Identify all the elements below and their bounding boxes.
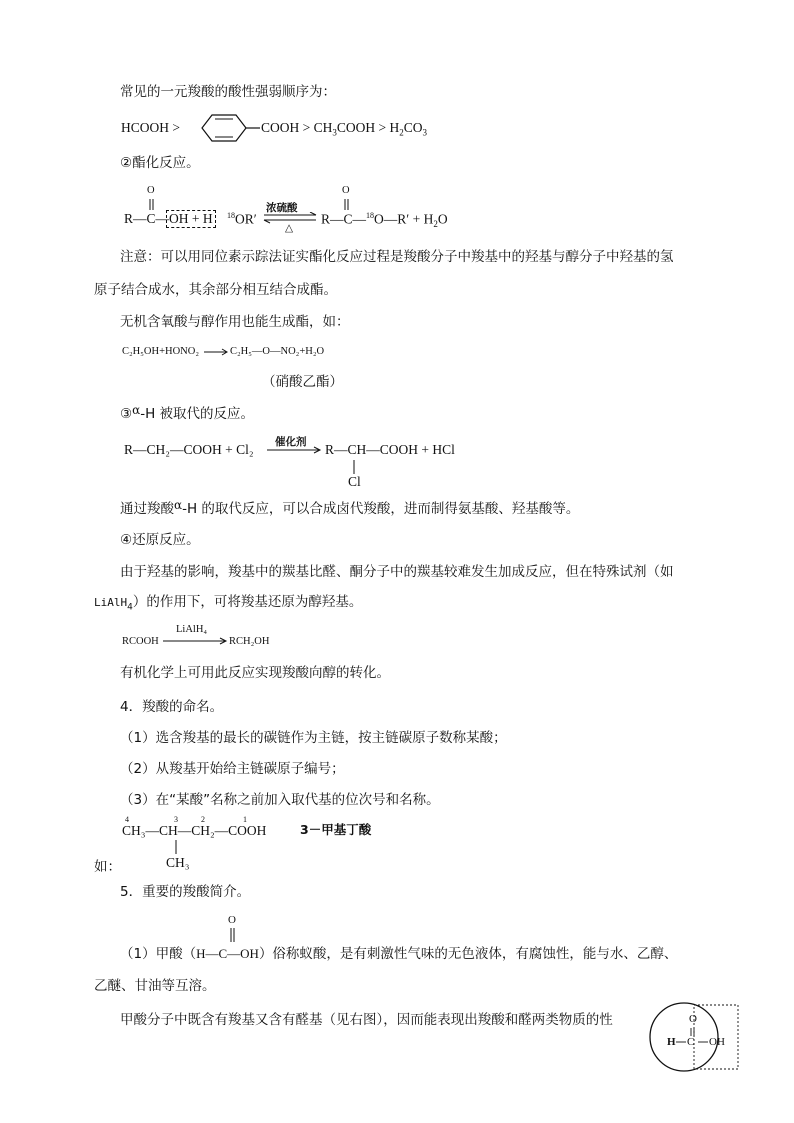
ester-alcohol: $^{18}$OR′ <box>227 211 257 227</box>
acidity-hcooh: HCOOH > <box>121 120 180 135</box>
paragraph-reduction-line1: 由于羟基的影响，羧基中的羰基比醛、酮分子中的羰基较难发生加成反应，但在特殊试剂（如 <box>120 564 674 580</box>
ester-carbonyl-o-left: O <box>147 185 155 196</box>
naming-rule-3: （3）在“某酸”名称之前加入取代基的位次号和名称。 <box>120 792 440 808</box>
label-ru: 如： <box>94 859 121 875</box>
red-rx-lhs: RCOOH <box>122 636 159 647</box>
arrow-icon <box>266 446 322 454</box>
heading-esterification: ②酯化反应。 <box>120 155 200 171</box>
diagram-oh: OH <box>709 1036 725 1048</box>
arrow-icon <box>162 637 228 645</box>
red-rx-reagent: LiAlH₄ <box>176 624 208 635</box>
benzene-ring-icon <box>196 112 260 144</box>
alpha-rx-rhs: R—CH—COOH + HCl <box>325 442 455 457</box>
red-rx-rhs: RCH₂OH <box>229 636 270 647</box>
example-chain: CH₃—CH—CH₂—COOH <box>122 823 267 838</box>
paragraph-alpha: 通过羧酸α-H 的取代反应，可以合成卤代羧酸，进而制得氨基酸、羟基酸等。 <box>120 498 580 517</box>
ester-carbonyl-o-right: O <box>342 185 350 196</box>
paragraph-formic-line2: 乙醚、甘油等互溶。 <box>94 978 216 994</box>
paragraph-note-line1: 注意：可以用同位素示踪法证实酯化反应过程是羧酸分子中羧基中的羟基与醇分子中羟基的氢 <box>120 249 674 265</box>
ester-heat: △ <box>285 223 294 234</box>
ester-catalyst: 浓硫酸 <box>266 202 298 214</box>
paragraph-note-line2: 原子结合成水，其余部分相互结合成酯。 <box>94 282 337 298</box>
paragraph-reduction-line3: 有机化学上可用此反应实现羧酸向醇的转化。 <box>120 665 390 681</box>
example-locant-2: 2 <box>201 815 205 824</box>
heading-naming: 4．羧酸的命名。 <box>120 699 224 715</box>
ester-dashed-box-oh-h: OH + H <box>166 210 216 228</box>
double-bond <box>228 927 238 943</box>
example-name: 3－甲基丁酸 <box>300 822 372 837</box>
nitrate-lhs: C₂H₅OH+HONO₂ <box>122 346 199 357</box>
bond-line <box>352 460 356 474</box>
example-locant-4: 4 <box>125 815 129 824</box>
heading-intro: 5．重要的羧酸简介。 <box>120 884 251 900</box>
alpha-rx-cl: Cl <box>348 474 361 489</box>
diagram-o: O <box>689 1013 697 1025</box>
alpha-rx-catalyst: 催化剂 <box>275 436 307 448</box>
alpha-rx-lhs: R—CH₂—COOH + Cl₂ <box>124 442 254 457</box>
paragraph-reduction-line2: LiAlH$_4$）的作用下，可将羧基还原为醇羟基。 <box>94 594 363 613</box>
paragraph-inorganic: 无机含氧酸与醇作用也能生成酯，如： <box>120 314 350 330</box>
example-locant-1: 1 <box>243 815 247 824</box>
heading-reduction: ④还原反应。 <box>120 532 200 548</box>
bond-line <box>174 840 178 854</box>
nitrate-name: （硝酸乙酯） <box>262 374 343 390</box>
diagram-h: H <box>667 1036 676 1048</box>
diagram-c: C <box>687 1036 695 1048</box>
paragraph-acidity-intro: 常见的一元羧酸的酸性强弱顺序为： <box>120 84 336 100</box>
formic-carbonyl-o: O <box>228 914 236 926</box>
naming-rule-1: （1）选含羧基的最长的碳链作为主链，按主链碳原子数称某酸； <box>120 730 507 746</box>
paragraph-formic-line3: 甲酸分子中既含有羧基又含有醛基（见右图），因而能表现出羧酸和醛两类物质的性 <box>120 1012 613 1028</box>
example-methyl: CH₃ <box>166 855 190 870</box>
acidity-rest: COOH > $CH_3COOH > H_2CO_3$ <box>261 120 428 138</box>
example-locant-3: 3 <box>174 815 178 824</box>
paragraph-formic-line1: （1）甲酸（H—C—OH）俗称蚁酸，是有刺激性气味的无色液体，有腐蚀性，能与水、乙醇、 <box>120 946 678 962</box>
ester-product: R—C—$^{18}$O—R′ + $H_2O$ <box>321 211 448 230</box>
arrow-icon <box>203 348 229 356</box>
nitrate-rhs: C₂H₅—O—NO₂+H₂O <box>230 346 325 357</box>
naming-rule-2: （2）从羧基开始给主链碳原子编号； <box>120 761 345 777</box>
ester-r-c-left: R—C— <box>124 211 170 226</box>
heading-alpha-substitution: ③α-H 被取代的反应。 <box>120 403 255 422</box>
